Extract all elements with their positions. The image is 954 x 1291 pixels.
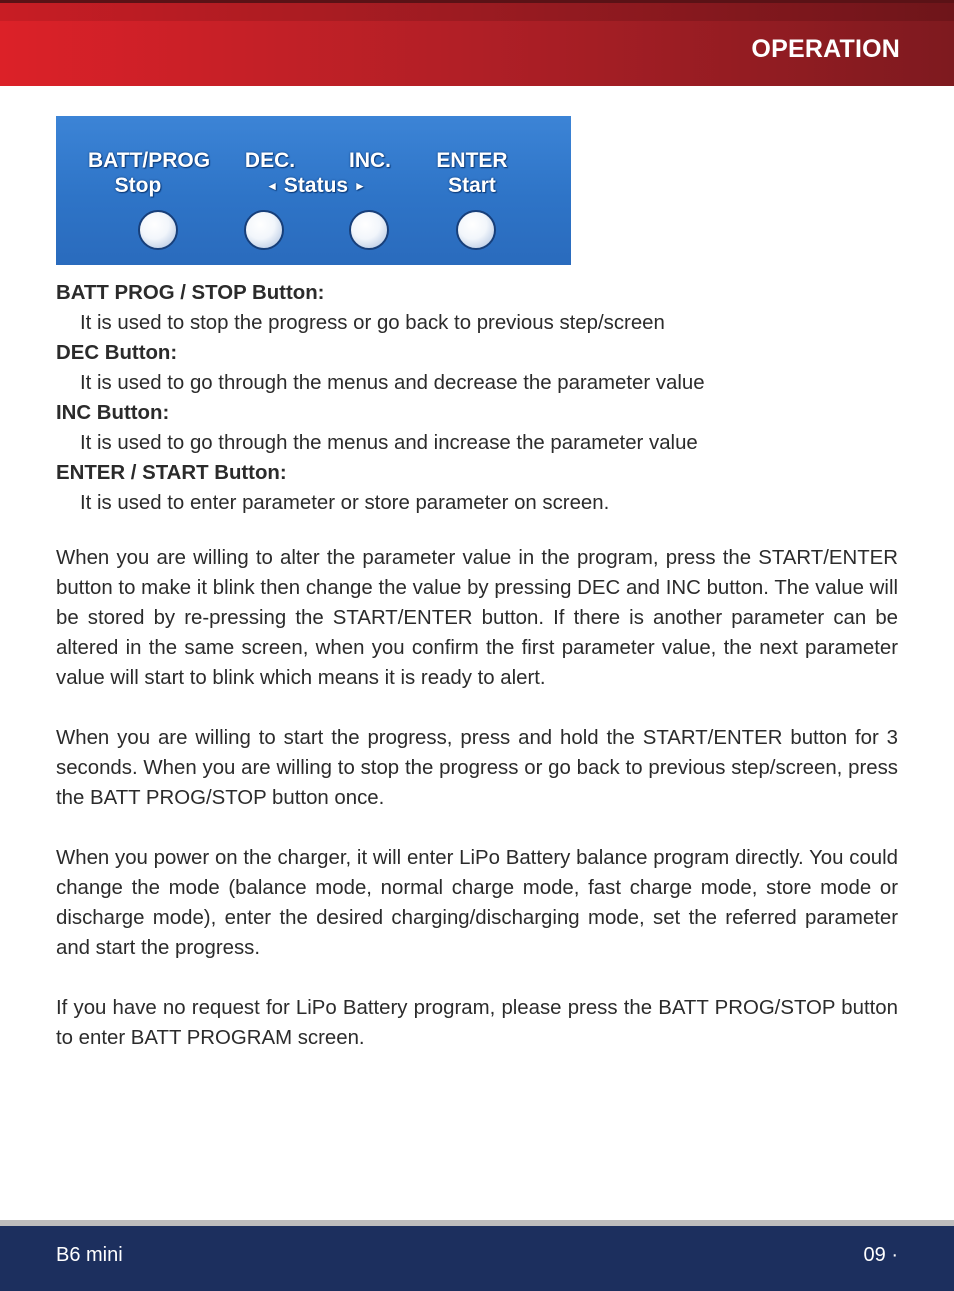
inc-label: INC. xyxy=(349,149,391,172)
body-paragraph: If you have no request for LiPo Battery program, please press the BATT PROG/STOP button to enter BATT PROGRAM screen. xyxy=(56,997,898,1049)
enter-knob xyxy=(456,210,496,250)
body-paragraph: When you power on the charger, it will enter LiPo Battery balance program directly. You could change the mode (balance mode, normal charge mode, fast charge mode, store mode or discharge mode), enter the desired charging/discharging mode, set the referred parameter and start the progress. xyxy=(56,847,898,959)
batt-prog-label-group xyxy=(88,148,211,198)
enter-label-group xyxy=(422,148,522,198)
batt-prog-knob xyxy=(138,210,178,250)
page-content xyxy=(56,278,898,1053)
batt-prog-label: BATT/PROG xyxy=(88,149,211,172)
start-label: Start xyxy=(448,174,496,197)
definition-desc: It is used to go through the menus and decrease the parameter value xyxy=(80,372,705,394)
definition-desc: It is used to go through the menus and increase the parameter value xyxy=(80,432,698,454)
charger-button-panel-image xyxy=(56,116,571,265)
section-title: OPERATION xyxy=(751,35,900,63)
enter-label: ENTER xyxy=(436,149,508,172)
right-arrow-icon: ► xyxy=(353,179,366,193)
status-label-group xyxy=(256,173,376,201)
dec-knob xyxy=(244,210,284,250)
left-arrow-icon: ◄ xyxy=(266,179,279,193)
definition-desc: It is used to enter parameter or store parameter on screen. xyxy=(80,492,610,514)
stop-label: Stop xyxy=(114,174,162,197)
status-label: Status xyxy=(283,174,349,197)
definition-term: ENTER / START Button: xyxy=(56,462,287,484)
definition-desc: It is used to stop the progress or go back to previous step/screen xyxy=(80,312,665,334)
product-name: B6 mini xyxy=(56,1244,123,1266)
inc-label-group xyxy=(340,148,400,173)
page-header xyxy=(0,0,954,86)
page-footer xyxy=(0,1220,954,1291)
inc-knob xyxy=(349,210,389,250)
dec-label: DEC. xyxy=(244,149,296,172)
definition-term: DEC Button: xyxy=(56,342,178,364)
header-topline xyxy=(0,3,954,21)
dec-label-group xyxy=(240,148,300,173)
definition-list xyxy=(56,278,898,518)
definition-term: BATT PROG / STOP Button: xyxy=(56,282,325,304)
page-number: 09 · xyxy=(863,1244,898,1266)
body-paragraph: When you are willing to start the progress, press and hold the START/ENTER button for 3 seconds. When you are willing to stop the progress or go back to previous step/screen, press the BATT PROG/STOP button once. xyxy=(56,727,898,809)
definition-term: INC Button: xyxy=(56,402,170,424)
body-paragraph: When you are willing to alter the parameter value in the program, press the START/ENTER button to make it blink then change the value by pressing DEC and INC button. The value will be stored by re-pressing the START/ENTER button. If there is another parameter can be altered in the same screen, when you confirm the first parameter value, the next parameter value will start to blink which means it is ready to alert. xyxy=(56,547,898,689)
